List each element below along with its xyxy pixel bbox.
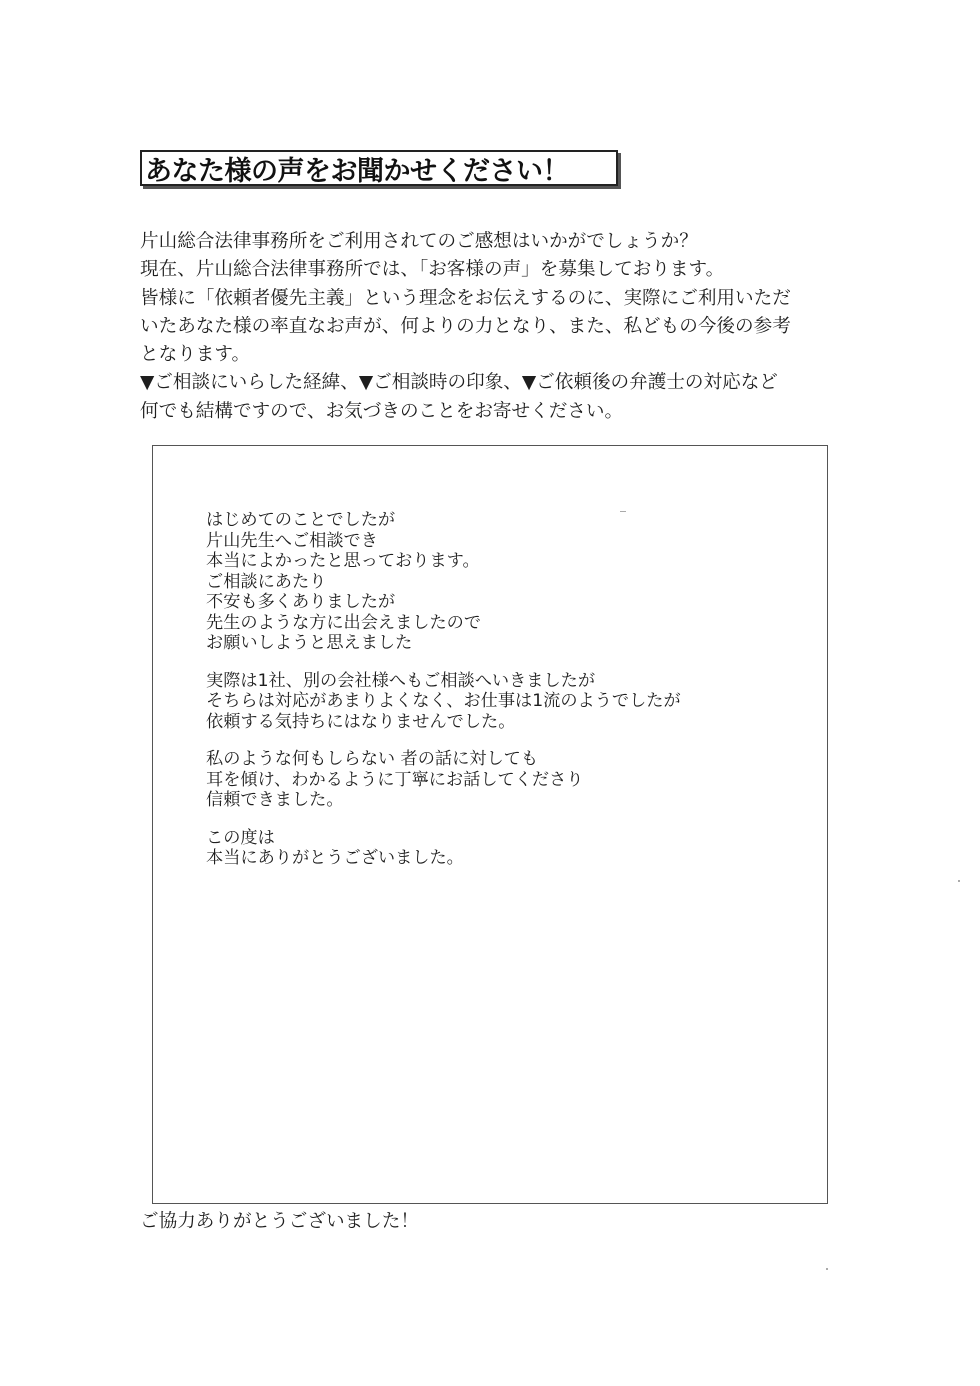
scan-speck bbox=[826, 1268, 828, 1270]
response-line: 本当にありがとうございました。 bbox=[206, 848, 464, 868]
customer-response bbox=[206, 510, 806, 869]
scan-speck bbox=[958, 880, 960, 882]
scan-speck bbox=[620, 511, 626, 512]
response-line: 実際は1社、別の会社様へもご相談へいきましたが bbox=[206, 670, 596, 691]
response-line: 耳を傾け、わかるように丁寧にお話してくださり bbox=[206, 769, 584, 790]
response-line: そちらは対応があまりよくなく、お仕事は1流のようでしたが bbox=[206, 691, 681, 711]
paragraph-gap bbox=[206, 732, 806, 749]
paragraph-gap bbox=[206, 654, 806, 671]
response-line: 依頼する気持ちにはなりませんでした。 bbox=[206, 711, 516, 732]
intro-line: 皆様に「依頼者優先主義」という理念をお伝えするのに、実際にご利用いただ bbox=[140, 287, 791, 309]
intro-line: ▼ご相談にいらした経緯、▼ご相談時の印象、▼ご依頼後の弁護士の対応など bbox=[140, 372, 778, 394]
intro-text bbox=[140, 228, 860, 426]
page-title: あなた様の声をお聞かせください！ bbox=[145, 155, 569, 187]
response-line: この度は bbox=[206, 827, 275, 848]
response-line: 先生のような方に出会えましたので bbox=[206, 612, 482, 633]
title-box bbox=[140, 150, 618, 186]
closing-thanks: ご協力ありがとうございました！ bbox=[140, 1211, 419, 1232]
intro-line: 現在、片山総合法律事務所では、「お客様の声」を募集しております。 bbox=[140, 259, 725, 281]
paragraph-gap bbox=[206, 811, 806, 828]
intro-line: 何でも結構ですので、お気づきのことをお寄せください。 bbox=[140, 400, 624, 422]
response-line: はじめてのことでしたが bbox=[206, 510, 396, 530]
response-line: お願いしようと思えました bbox=[206, 633, 413, 653]
response-line: ご相談にあたり bbox=[206, 571, 327, 592]
intro-line: となります。 bbox=[140, 344, 251, 366]
response-line: 片山先生へご相談でき bbox=[206, 530, 378, 551]
response-line: 私のような何もしらない 者の話に対しても bbox=[206, 749, 539, 769]
intro-line: 片山総合法律事務所をご利用されてのご感想はいかがでしょうか？ bbox=[140, 231, 698, 252]
response-line: 不安も多くありましたが bbox=[206, 592, 396, 612]
response-line: 信頼できました。 bbox=[206, 790, 344, 810]
intro-line: いたあなた様の率直なお声が、何よりの力となり、また、私どもの今後の参考 bbox=[140, 315, 791, 337]
response-line: 本当によかったと思っております。 bbox=[206, 551, 480, 571]
